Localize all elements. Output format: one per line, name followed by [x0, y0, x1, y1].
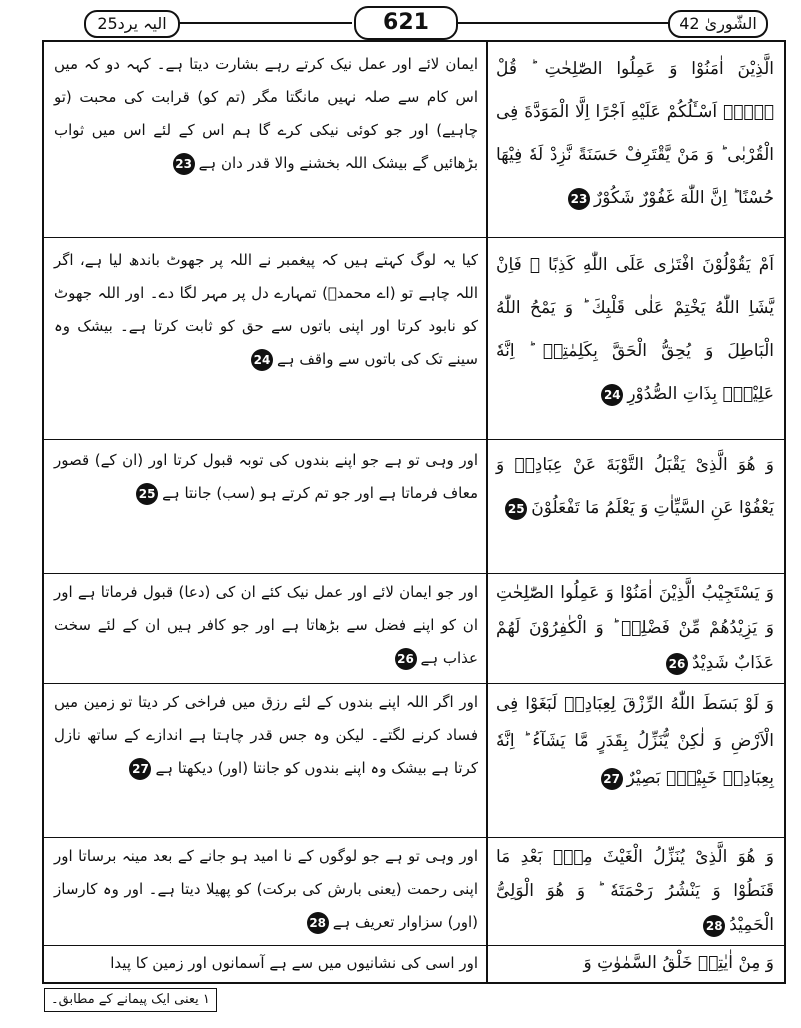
- verse-row: [44, 574, 784, 684]
- arabic-verse: الَّذِیْنَ اٰمَنُوْا وَ عَمِلُوا الصّٰلِحٰتِ ؕ قُلْ لَّاۤ اَسْـَٔلُكُمْ عَلَیْهِ اَجْرًا اِلَّا الْمَوَدَّةَ فِی الْقُرْبٰی ؕ وَ مَنْ یَّقْتَرِفْ حَسَنَةً نَّزِدْ لَهٗ فِیْهَا حُسْنًا ؕ اِنَّ اللّٰهَ غَفُوْرٌ شَكُوْرٌ23: [496, 59, 774, 208]
- juz-label: الیہ یرد25: [84, 10, 180, 38]
- arabic-verse: وَ هُوَ الَّذِیْ یَقْبَلُ التَّوْبَةَ عَنْ عِبَادِهٖ وَ یَعْفُوْا عَنِ السَّیِّاٰتِ وَ یَعْلَمُ مَا تَفْعَلُوْنَ25: [496, 455, 774, 518]
- header-rule-right: [456, 22, 670, 24]
- arabic-verse: وَ لَوْ بَسَطَ اللّٰهُ الرِّزْقَ لِعِبَادِهٖ لَبَغَوْا فِی الْاَرْضِ وَ لٰكِنْ یُّنَزِّلُ بِقَدَرٍ مَّا یَشَآءُ ؕ اِنَّهٗ بِعِبَادِهٖ خَبِیْرٌۢ بَصِیْرٌ27: [496, 694, 774, 788]
- urdu-translation: کیا یہ لوگ کہتے ہیں کہ پیغمبر نے اللہ پر جھوٹ باندھ لیا ہے، اگر اللہ چاہے تو (اے محمدؐ) تمہارے دل پر مہر لگا دے۔ اور اللہ جھوٹ کو نابود کرتا اور اپنی باتوں سے حق کو ثابت کرتا ہے۔ بیشک وہ سینے تک کی باتوں سے واقف ہے24: [54, 244, 478, 376]
- verse-row: [44, 440, 784, 574]
- urdu-translation: ایمان لائے اور عمل نیک کرتے رہے بشارت دیتا ہے۔ کہہ دو کہ میں اس کام سے صلہ نہیں مانگتا مگر (تم کو) قرابت کی محبت (تو چاہیے) اور جو کوئی نیکی کرے گا ہم اس کے لئے اس میں ثواب بڑھائیں گے بیشک اللہ بخشنے والا قدر دان ہے23: [54, 48, 478, 180]
- page-header: [24, 6, 788, 40]
- verse-row: [44, 42, 784, 238]
- urdu-translation: اور وہی تو ہے جو لوگوں کے نا امید ہو جانے کے بعد مینہ برساتا اور اپنی رحمت (یعنی بارش کی برکت) کو پھیلا دیتا ہے۔ اور وہ کارساز (اور) سزاوار تعریف ہے28: [54, 840, 478, 939]
- verse-number: 27: [601, 768, 623, 790]
- continuation-row: [44, 946, 784, 980]
- verse-number: 25: [136, 483, 158, 505]
- verse-number: 24: [601, 384, 623, 406]
- urdu-translation: اور اگر اللہ اپنے بندوں کے لئے رزق میں فراخی کر دیتا تو زمین میں فساد کرنے لگتے۔ لیکن وہ جس قدر چاہتا ہے اندازے کے ساتھ نازل کرتا ہے بیشک وہ اپنے بندوں کو جانتا (اور) دیکھتا ہے27: [54, 686, 478, 785]
- arabic-continuation: وَ مِنْ اٰیٰتِهٖ خَلْقُ السَّمٰوٰتِ وَ: [583, 953, 774, 973]
- verse-number: 25: [505, 498, 527, 520]
- footnote: ۱ یعنی ایک پیمانے کے مطابق۔: [44, 988, 217, 1012]
- urdu-translation: اور وہی تو ہے جو اپنے بندوں کی توبہ قبول کرتا اور (ان کے) قصور معاف فرماتا ہے اور جو تم کرتے ہو (سب) جانتا ہے25: [54, 444, 478, 510]
- surah-label: الشّوریٰ 42: [668, 10, 768, 38]
- verse-number: 26: [395, 648, 417, 670]
- header-rule-left: [178, 22, 352, 24]
- text-frame: [42, 40, 786, 984]
- verse-row: [44, 238, 784, 440]
- verse-number: 23: [173, 153, 195, 175]
- page-number: 621: [354, 6, 458, 40]
- verse-number: 28: [307, 912, 329, 934]
- verse-number: 24: [251, 349, 273, 371]
- urdu-continuation: اور اسی کی نشانیوں میں سے ہے آسمانوں اور زمین کا پیدا: [110, 954, 478, 972]
- page: [24, 6, 788, 1018]
- arabic-verse: وَ هُوَ الَّذِیْ یُنَزِّلُ الْغَیْثَ مِنْۢ بَعْدِ مَا قَنَطُوْا وَ یَنْشُرُ رَحْمَتَهٗ ؕ وَ هُوَ الْوَلِیُّ الْحَمِیْدُ28: [496, 847, 774, 935]
- urdu-translation: اور جو ایمان لائے اور عمل نیک کئے ان کی (دعا) قبول فرماتا ہے اور ان کو اپنے فضل سے بڑھاتا ہے اور جو کافر ہیں ان کے لئے سخت عذاب ہے26: [54, 576, 478, 675]
- arabic-verse: وَ یَسْتَجِیْبُ الَّذِیْنَ اٰمَنُوْا وَ عَمِلُوا الصّٰلِحٰتِ وَ یَزِیْدُهُمْ مِّنْ فَضْلِهٖ ؕ وَ الْكٰفِرُوْنَ لَهُمْ عَذَابٌ شَدِیْدٌ26: [496, 583, 774, 673]
- verse-row: [44, 838, 784, 946]
- verse-number: 27: [129, 758, 151, 780]
- arabic-verse: اَمْ یَقُوْلُوْنَ افْتَرٰی عَلَی اللّٰهِ كَذِبًا ۚ فَاِنْ یَّشَاِ اللّٰهُ یَخْتِمْ عَلٰی قَلْبِكَ ؕ وَ یَمْحُ اللّٰهُ الْبَاطِلَ وَ یُحِقُّ الْحَقَّ بِكَلِمٰتِهٖ ؕ اِنَّهٗ عَلِیْمٌۢ بِذَاتِ الصُّدُوْرِ24: [496, 255, 774, 404]
- verse-number: 28: [703, 915, 725, 937]
- verse-number: 23: [568, 188, 590, 210]
- verse-number: 26: [666, 653, 688, 675]
- verse-row: [44, 684, 784, 838]
